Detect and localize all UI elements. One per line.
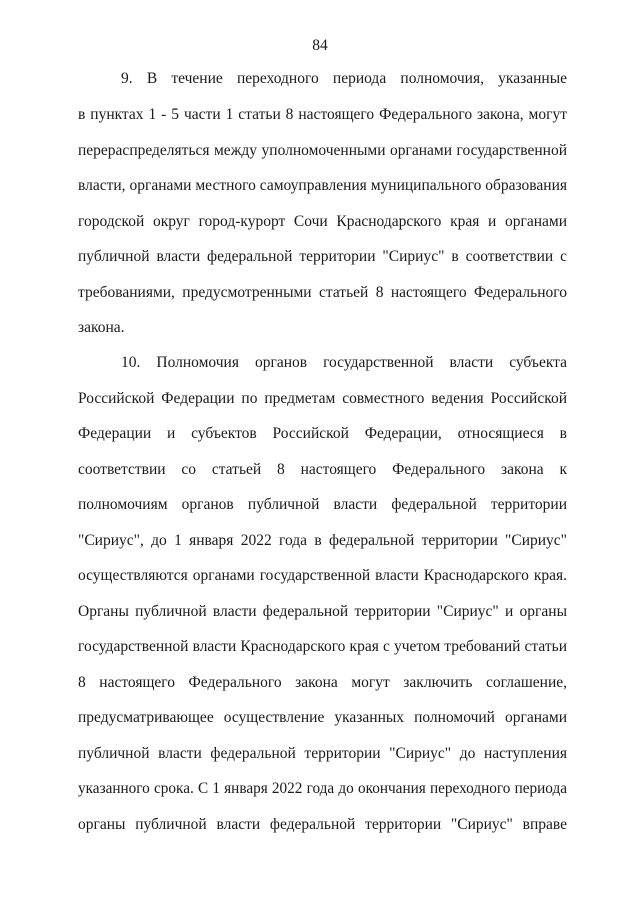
paragraph-9-line-8: закона.: [78, 319, 125, 336]
paragraph-9-line-7: требованиями, предусмотренными статьей 8 настоящего Федерального: [78, 284, 567, 301]
paragraph-10-line-10: 8 настоящего Федерального закона могут заключить соглашение,: [78, 674, 567, 691]
paragraph-10-line-2: Российской Федерации по предметам совместного ведения Российской: [78, 390, 567, 407]
paragraph-10-line-7: осуществляются органами государственной власти Краснодарского края.: [78, 567, 567, 584]
paragraph-9-line-4: власти, органами местного самоуправления муниципального образования: [78, 177, 567, 194]
paragraph-10-line-13: указанного срока. С 1 января 2022 года до окончания переходного периода: [78, 780, 567, 797]
paragraph-10-line-9: государственной власти Краснодарского края с учетом требований статьи: [78, 638, 567, 655]
paragraph-9-line-2: в пунктах 1 - 5 части 1 статьи 8 настоящего Федерального закона, могут: [78, 106, 567, 123]
paragraph-10-line-12: публичной власти федеральной территории "Сириус" до наступления: [78, 745, 567, 762]
paragraph-10-line-11: предусматривающее осуществление указанных полномочий органами: [78, 709, 567, 726]
paragraph-10-line-5: полномочиям органов публичной власти федеральной территории: [78, 496, 567, 513]
paragraph-9-line-5: городской округ город-курорт Сочи Краснодарского края и органами: [78, 213, 567, 230]
paragraph-10-line-3: Федерации и субъектов Российской Федерации, относящиеся в: [78, 425, 567, 442]
paragraph-10-line-6: "Сириус", до 1 января 2022 года в федеральной территории "Сириус": [78, 532, 567, 549]
paragraph-9-line-6: публичной власти федеральной территории "Сириус" в соответствии с: [78, 248, 567, 265]
page-number: 84: [312, 37, 328, 54]
paragraph-9-line-3: перераспределяться между уполномоченными органами государственной: [78, 142, 567, 159]
paragraph-10-line-4: соответствии со статьей 8 настоящего Федерального закона к: [78, 461, 567, 478]
paragraph-10-line-8: Органы публичной власти федеральной территории "Сириус" и органы: [78, 603, 567, 620]
paragraph-9-line-1: 9. В течение переходного периода полномочия, указанные: [121, 70, 567, 87]
paragraph-10-line-14: органы публичной власти федеральной территории "Сириус" вправе: [78, 816, 567, 833]
paragraph-10-line-1: 10. Полномочия органов государственной власти субъекта: [121, 354, 567, 371]
